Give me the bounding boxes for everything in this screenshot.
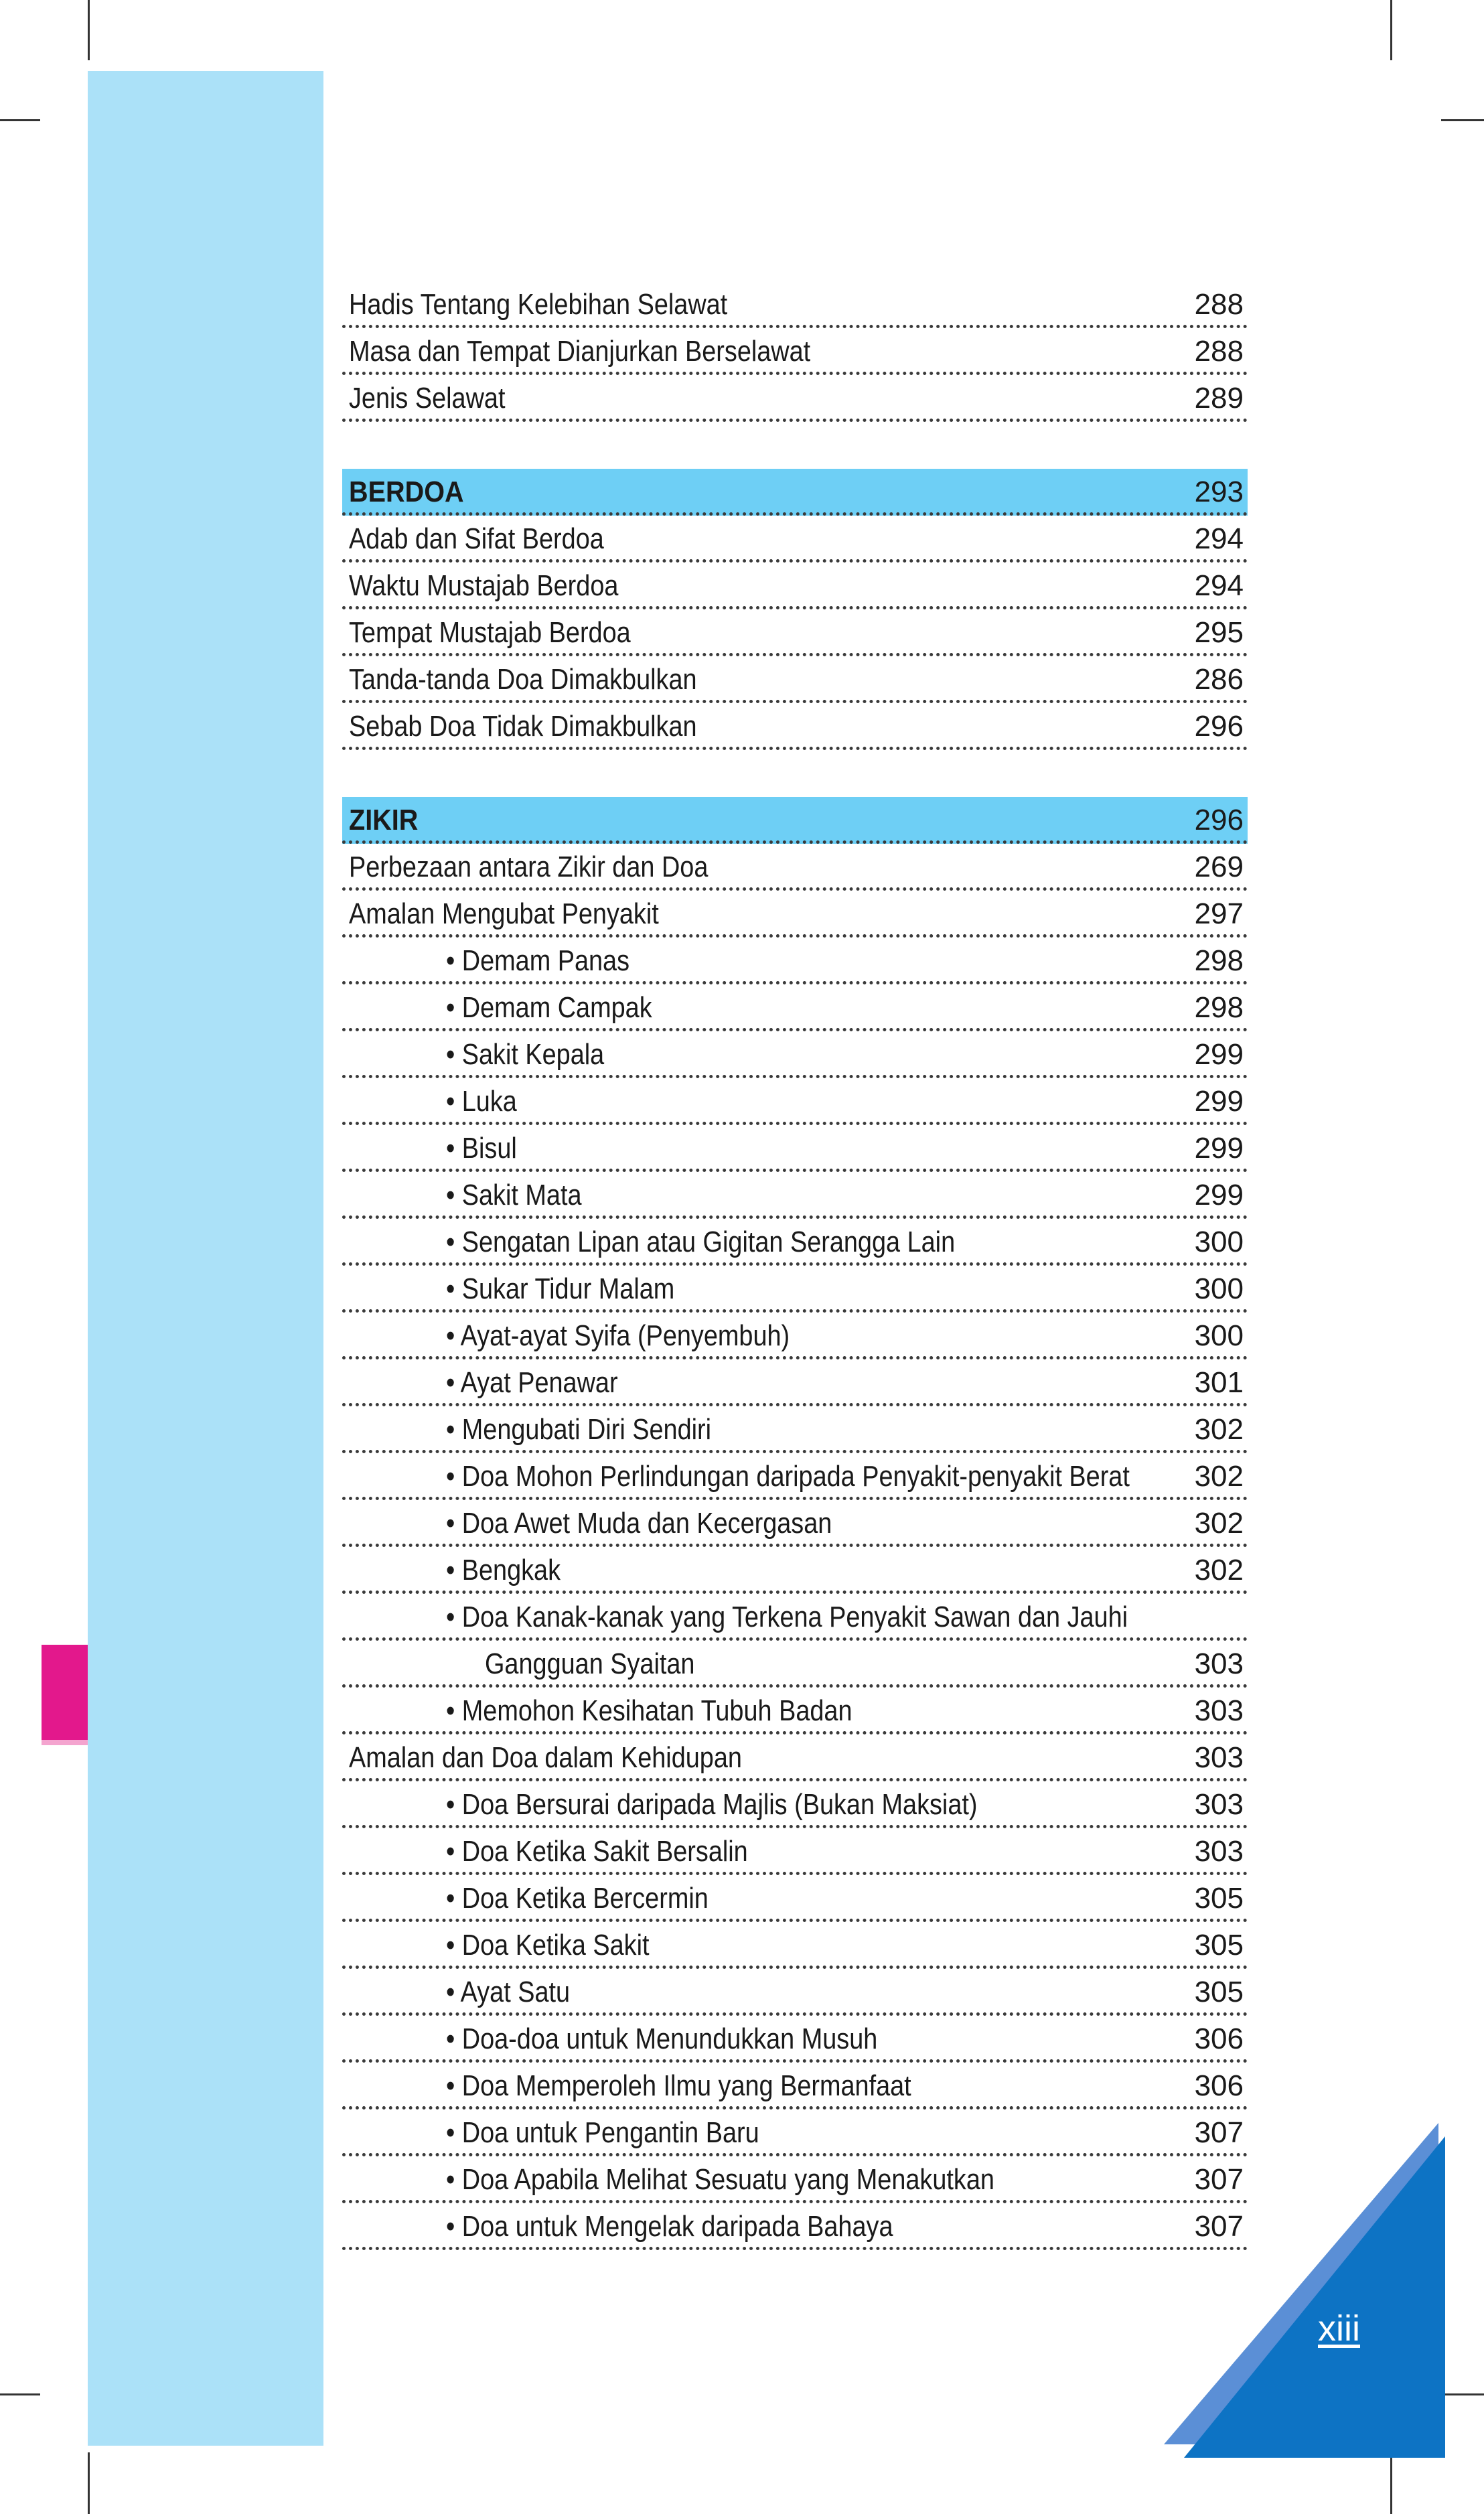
toc-entry[interactable] [342,1828,1248,1875]
toc-entry-title: • Sengatan Lipan atau Gigitan Serangga Lain [446,1226,956,1258]
toc-entry-page: 299 [1194,1038,1244,1071]
toc-entry-title: • Doa Apabila Melihat Sesuatu yang Menakutkan [446,2163,994,2196]
toc-entry-page: 302 [1194,1554,1244,1586]
toc-entry[interactable] [342,2156,1248,2203]
toc-entry-title: • Ayat Satu [446,1976,571,2008]
toc-entry[interactable] [342,1641,1248,1688]
toc-entry-page: 302 [1194,1413,1244,1446]
toc-entry-title: • Ayat Penawar [446,1366,618,1399]
toc-entry[interactable] [342,375,1248,422]
toc-entry-title: Sebab Doa Tidak Dimakbulkan [349,710,697,743]
toc-entry-page: 286 [1194,663,1244,696]
toc-entry-title: Gangguan Syaitan [485,1647,695,1680]
toc-entry-title: Adab dan Sifat Berdoa [349,522,604,555]
toc-entry-page: 300 [1194,1226,1244,1258]
toc-entry-title: Perbezaan antara Zikir dan Doa [349,851,709,883]
toc-entry[interactable] [342,1078,1248,1125]
toc-entry-page: 307 [1194,2116,1244,2149]
section-tab-marker [42,1645,88,1740]
crop-mark [1390,0,1392,60]
page-number: xiii [1318,2308,1360,2349]
toc-entry-page: 288 [1194,335,1244,368]
toc-entry[interactable] [342,1875,1248,1922]
toc-entry-page: 269 [1194,851,1244,883]
toc-entry-page: 293 [1194,475,1244,508]
toc-entry-page: 306 [1194,2069,1244,2102]
toc-entry-page: 295 [1194,616,1244,649]
toc-entry[interactable] [342,2016,1248,2063]
toc-entry-title: • Demam Panas [446,944,630,977]
toc-entry[interactable] [342,1781,1248,1828]
toc-entry-page: 301 [1194,1366,1244,1399]
toc-entry-title: • Doa-doa untuk Menundukkan Musuh [446,2022,878,2055]
toc-entry-title: • Mengubati Diri Sendiri [446,1413,712,1446]
toc-entry-page: 299 [1194,1085,1244,1118]
toc-entry-page: 303 [1194,1694,1244,1727]
toc-entry-page: 303 [1194,1788,1244,1821]
toc-entry-title: • Bengkak [446,1554,561,1586]
toc-entry[interactable] [342,1219,1248,1266]
toc-entry-title: Amalan Mengubat Penyakit [349,897,659,930]
toc-entry-page: 305 [1194,1929,1244,1962]
toc-entry[interactable] [342,938,1248,984]
toc-entry-page: 307 [1194,2210,1244,2243]
toc-entry[interactable] [342,844,1248,891]
toc-entry-title: • Luka [446,1085,517,1118]
toc-entry[interactable] [342,609,1248,656]
toc-entry-page: 303 [1194,1741,1244,1774]
toc-entry[interactable] [342,1359,1248,1406]
toc-entry-page: 289 [1194,382,1244,415]
toc-entry-title: • Doa Bersurai daripada Majlis (Bukan Maksiat) [446,1788,978,1821]
toc-entry[interactable] [342,1688,1248,1734]
toc-section-heading[interactable] [342,469,1248,516]
toc-entry-title: • Sukar Tidur Malam [446,1272,675,1305]
toc-entry-page: 302 [1194,1460,1244,1493]
crop-mark [1441,2393,1484,2395]
toc-entry[interactable] [342,1125,1248,1172]
toc-entry[interactable] [342,1266,1248,1313]
toc-entry[interactable] [342,1500,1248,1547]
toc-entry[interactable] [342,2203,1248,2250]
page-corner-triangle [1164,2123,1445,2458]
toc-entry[interactable] [342,1922,1248,1969]
toc-entry-title: ZIKIR [349,804,419,836]
toc-entry[interactable] [342,891,1248,938]
corner-triangle-face [1184,2136,1445,2458]
toc-entry-page: 306 [1194,2022,1244,2055]
toc-entry-title: Waktu Mustajab Berdoa [349,569,619,602]
side-color-band [88,71,323,2446]
toc-entry-title: • Sakit Mata [446,1179,582,1211]
toc-entry-title: • Memohon Kesihatan Tubuh Badan [446,1694,852,1727]
toc-entry-title: Tanda-tanda Doa Dimakbulkan [349,663,697,696]
toc-entry-title: Hadis Tentang Kelebihan Selawat [349,288,728,321]
toc-entry-title: Jenis Selawat [349,382,506,415]
toc-entry[interactable] [342,1594,1248,1641]
toc-entry-title: • Doa Ketika Sakit [446,1929,650,1962]
toc-entry[interactable] [342,328,1248,375]
toc-entry-page: 298 [1194,991,1244,1024]
toc-entry-page: 296 [1194,710,1244,743]
toc-entry-page: 288 [1194,288,1244,321]
toc-entry-title: Amalan dan Doa dalam Kehidupan [349,1741,742,1774]
toc-entry[interactable] [342,1969,1248,2016]
toc-entry[interactable] [342,703,1248,750]
toc-entry-title: BERDOA [349,475,464,508]
toc-entry-title: Masa dan Tempat Dianjurkan Berselawat [349,335,811,368]
toc-entry-page: 299 [1194,1179,1244,1211]
toc-entry[interactable] [342,516,1248,563]
toc-section-heading[interactable] [342,797,1248,844]
toc-entry[interactable] [342,1313,1248,1359]
section-tab-underline [42,1740,88,1745]
toc-entry-page: 296 [1194,804,1244,836]
toc-entry-page: 300 [1194,1319,1244,1352]
toc-entry-title: • Doa Ketika Bercermin [446,1882,709,1915]
toc-entry-title: • Doa Awet Muda dan Kecergasan [446,1507,832,1540]
toc-entry[interactable] [342,2063,1248,2110]
toc-entry[interactable] [342,2110,1248,2156]
table-of-contents [342,281,1248,2250]
crop-mark [88,2452,90,2514]
toc-entry-page: 298 [1194,944,1244,977]
crop-mark [1441,119,1484,121]
crop-mark [0,2393,40,2395]
toc-entry[interactable] [342,1172,1248,1219]
toc-entry-page: 300 [1194,1272,1244,1305]
toc-entry-page: 303 [1194,1835,1244,1868]
toc-entry-page: 305 [1194,1882,1244,1915]
toc-entry-title: • Doa Ketika Sakit Bersalin [446,1835,748,1868]
toc-entry[interactable] [342,1031,1248,1078]
crop-mark [88,0,90,60]
toc-entry[interactable] [342,1547,1248,1594]
toc-entry-page: 294 [1194,569,1244,602]
toc-entry[interactable] [342,1406,1248,1453]
toc-entry-title: • Doa untuk Mengelak daripada Bahaya [446,2210,893,2243]
crop-mark [0,119,40,121]
toc-entry-title: • Demam Campak [446,991,652,1024]
toc-entry-page: 303 [1194,1647,1244,1680]
toc-entry-title: • Ayat-ayat Syifa (Penyembuh) [446,1319,790,1352]
toc-entry-title: • Doa untuk Pengantin Baru [446,2116,759,2149]
toc-entry-title: Tempat Mustajab Berdoa [349,616,631,649]
toc-entry-title: • Doa Kanak-kanak yang Terkena Penyakit Sawan dan Jauhi [446,1601,1128,1633]
toc-entry-page: 302 [1194,1507,1244,1540]
toc-entry-title: • Bisul [446,1132,517,1165]
crop-mark [1390,2452,1392,2514]
toc-entry[interactable] [342,281,1248,328]
toc-entry[interactable] [342,984,1248,1031]
toc-entry[interactable] [342,563,1248,609]
toc-entry[interactable] [342,656,1248,703]
toc-entry[interactable] [342,1453,1248,1500]
toc-entry-page: 299 [1194,1132,1244,1165]
toc-entry-page: 294 [1194,522,1244,555]
toc-entry-page: 305 [1194,1976,1244,2008]
toc-entry-title: • Sakit Kepala [446,1038,605,1071]
toc-entry-title: • Doa Memperoleh Ilmu yang Bermanfaat [446,2069,911,2102]
toc-entry-page: 307 [1194,2163,1244,2196]
toc-entry[interactable] [342,1734,1248,1781]
toc-entry-page: 297 [1194,897,1244,930]
toc-entry-title: • Doa Mohon Perlindungan daripada Penyakit-penyakit Berat [446,1460,1130,1493]
